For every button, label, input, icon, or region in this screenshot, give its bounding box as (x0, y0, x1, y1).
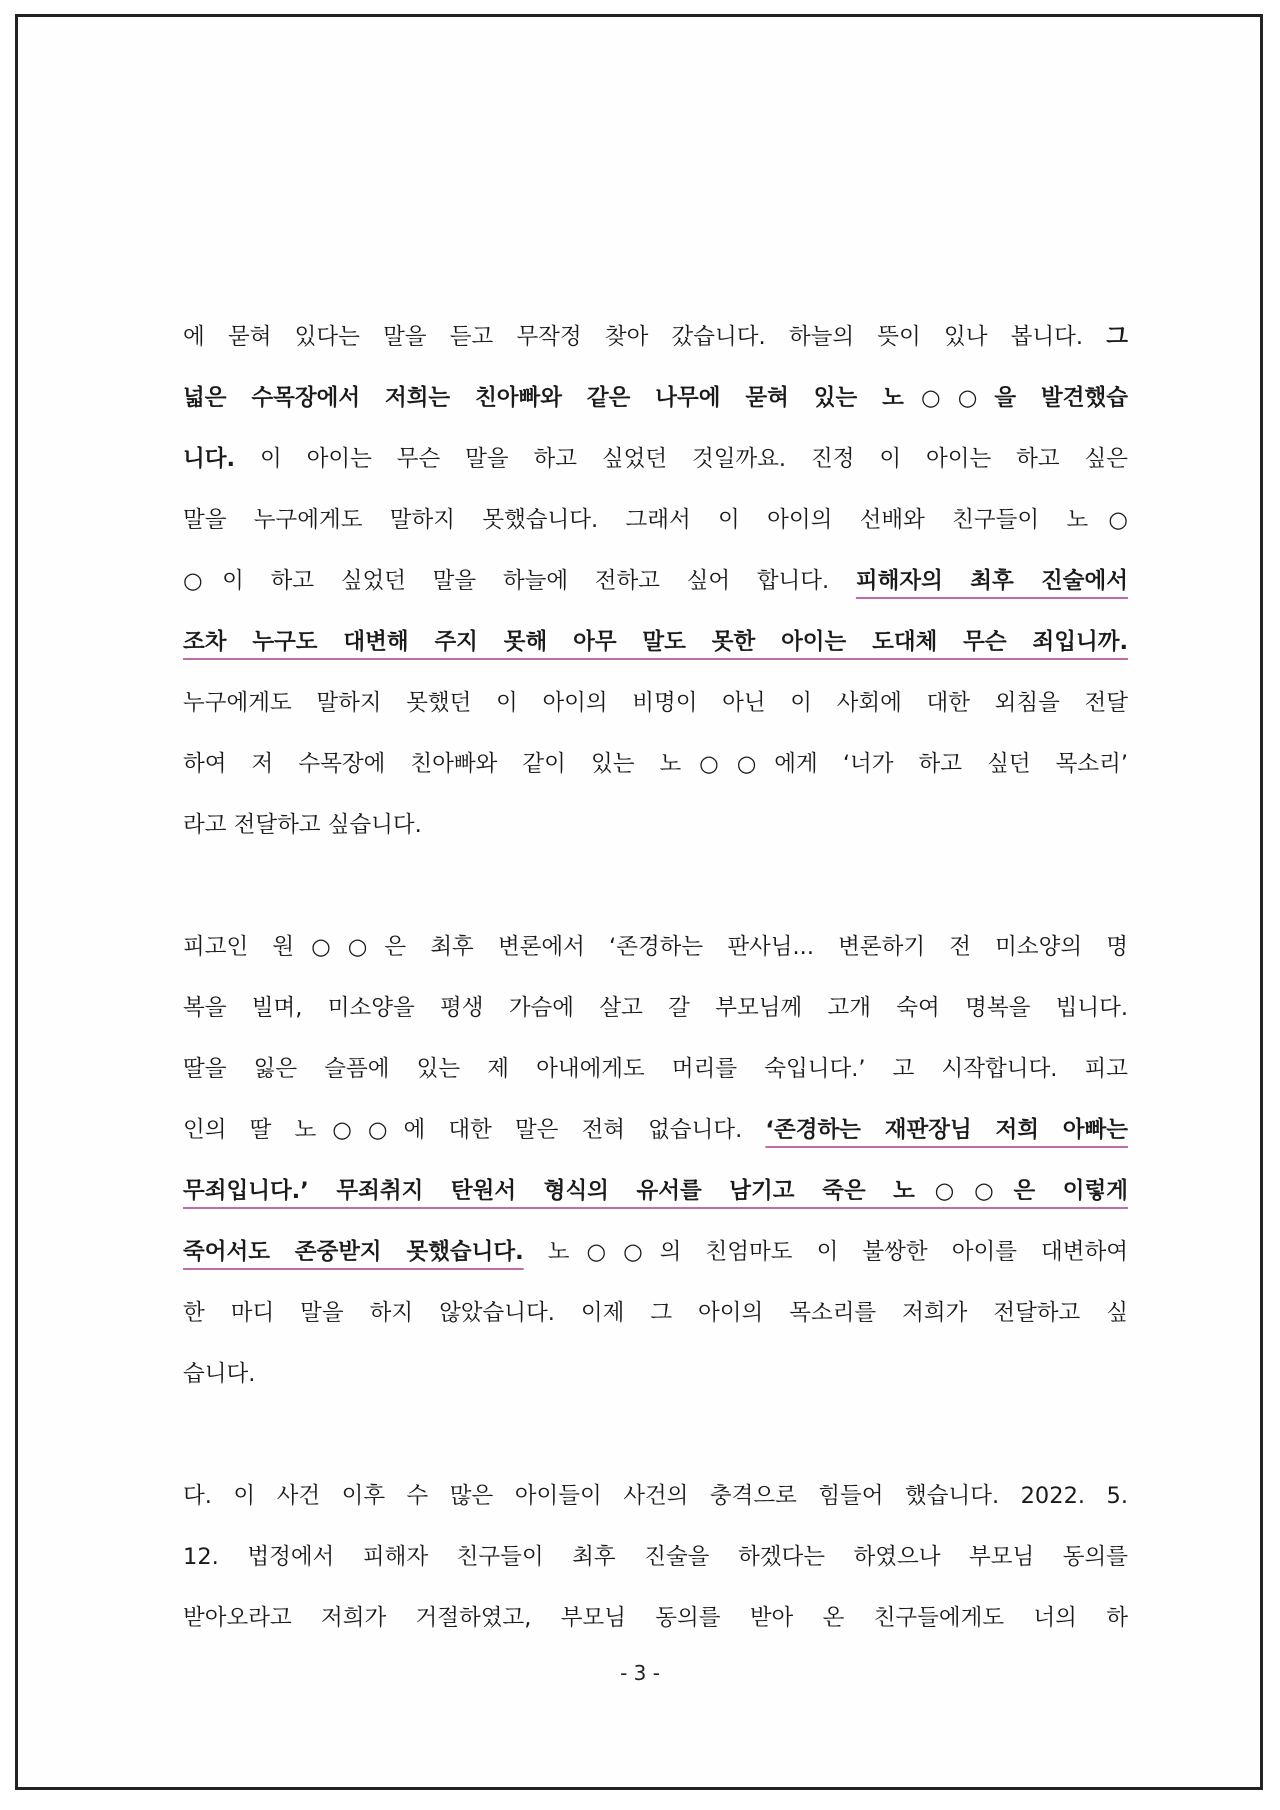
text-line (183, 1527, 1128, 1588)
text-line (183, 429, 1128, 490)
text-line (183, 978, 1128, 1039)
document-page (15, 14, 1263, 1790)
text-line (183, 551, 1128, 612)
body-text: 받아오라고 저희가 거절하였고, 부모님 동의를 받아 온 친구들에게도 너의 하 (183, 1605, 1128, 1631)
bold-text: 그 (1106, 324, 1128, 350)
text-line (183, 734, 1128, 795)
highlighted-text: 무죄입니다.’ 무죄취지 탄원서 형식의 유서를 남기고 죽은 노○○은 이렇게 (183, 1178, 1128, 1204)
bold-text: 넓은 수목장에서 저희는 친아빠와 같은 나무에 묻혀 있는 노○○을 발견했습 (183, 385, 1128, 411)
highlighted-text: 죽어서도 존중받지 못했습니다. (183, 1239, 524, 1265)
text-line (183, 1466, 1128, 1527)
body-text: 한 마디 말을 하지 않았습니다. 이제 그 아이의 목소리를 저희가 전달하고 싶 (183, 1300, 1128, 1326)
text-line (183, 368, 1128, 429)
text-line (183, 1344, 1128, 1405)
body-text: 12. 법정에서 피해자 친구들이 최후 진술을 하겠다는 하였으나 부모님 동의를 (183, 1544, 1128, 1570)
text-line (183, 1588, 1128, 1649)
body-text: ○이 하고 싶었던 말을 하늘에 전하고 싶어 합니다. (183, 568, 856, 594)
text-line (183, 307, 1128, 368)
body-text: 딸을 잃은 슬픔에 있는 제 아내에게도 머리를 숙입니다.’ 고 시작합니다. 피고 (183, 1056, 1128, 1082)
body-text: 누구에게도 말하지 못했던 이 아이의 비명이 아닌 이 사회에 대한 외침을 전달 (183, 690, 1128, 716)
highlighted-text: ‘존경하는 재판장님 저희 아빠는 (765, 1117, 1128, 1143)
document-body (183, 307, 1128, 1649)
body-text: 에 묻혀 있다는 말을 듣고 무작정 찾아 갔습니다. 하늘의 뜻이 있나 봅니다. (183, 324, 1107, 350)
body-text: 노○○의 친엄마도 이 불쌍한 아이를 대변하여 (523, 1239, 1128, 1265)
page-number: - 3 - (620, 1661, 660, 1685)
body-text: 다. 이 사건 이후 수 많은 아이들이 사건의 충격으로 힘들어 했습니다. 2022. 5. (183, 1483, 1128, 1509)
body-text: 피고인 원○○은 최후 변론에서 ‘존경하는 판사님... 변론하기 전 미소양의 명 (183, 934, 1128, 960)
text-line (183, 1222, 1128, 1283)
text-line (183, 917, 1128, 978)
paragraph-gap (183, 856, 1128, 917)
text-line (183, 673, 1128, 734)
text-line (183, 490, 1128, 551)
text-line (183, 1100, 1128, 1161)
body-text: 습니다. (183, 1361, 256, 1387)
text-line (183, 1161, 1128, 1222)
body-text: 이 아이는 무슨 말을 하고 싶었던 것일까요. 진정 이 아이는 하고 싶은 (235, 446, 1128, 472)
bold-text: 니다. (183, 446, 236, 472)
text-line (183, 1039, 1128, 1100)
text-line (183, 612, 1128, 673)
highlighted-text: 조차 누구도 대변해 주지 못해 아무 말도 못한 아이는 도대체 무슨 죄입니까. (183, 629, 1128, 655)
body-text: 말을 누구에게도 말하지 못했습니다. 그래서 이 아이의 선배와 친구들이 노○ (183, 507, 1128, 533)
paragraph-gap (183, 1405, 1128, 1466)
body-text: 인의 딸 노○○에 대한 말은 전혀 없습니다. (183, 1117, 766, 1143)
text-line (183, 795, 1128, 856)
body-text: 하여 저 수목장에 친아빠와 같이 있는 노○○에게 ‘너가 하고 싶던 목소리’ (183, 751, 1128, 777)
body-text: 라고 전달하고 싶습니다. (183, 812, 422, 838)
text-line (183, 1283, 1128, 1344)
highlighted-text: 피해자의 최후 진술에서 (855, 568, 1128, 594)
body-text: 복을 빌며, 미소양을 평생 가슴에 살고 갈 부모님께 고개 숙여 명복을 빕니다. (183, 995, 1128, 1021)
